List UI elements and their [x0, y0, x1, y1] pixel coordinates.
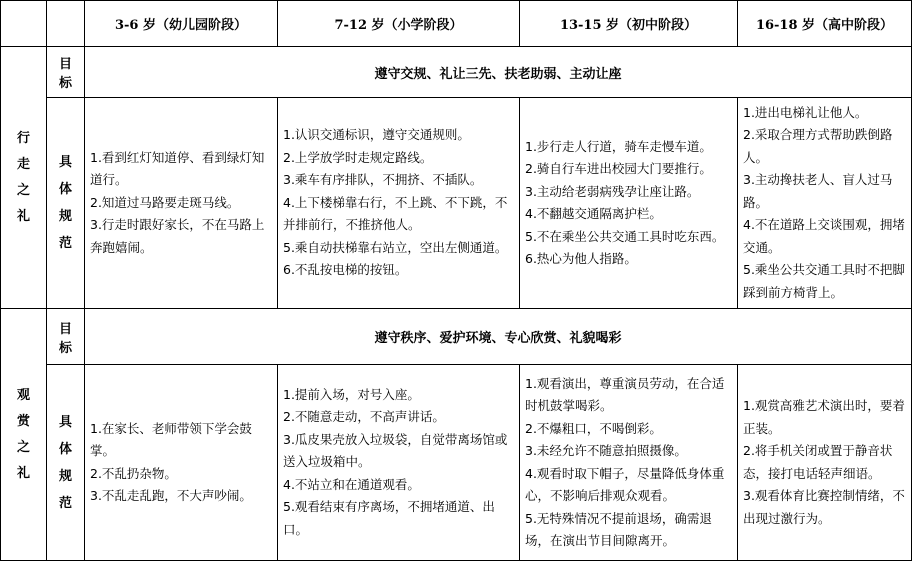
goal-label [47, 309, 85, 365]
norm-item: 4.上下楼梯靠右行，不上跳、不下跳，不并排前行，不推挤他人。 [283, 194, 508, 233]
norm-item: 1.步行走人行道，骑车走慢车道。 [525, 138, 712, 154]
norm-item: 1.进出电梯礼让他人。 [743, 104, 868, 120]
label-char: 目 [58, 57, 72, 72]
norm-item: 5.乘坐公共交通工具时不把脚踩到前方椅背上。 [743, 262, 905, 300]
norm-item: 1.认识交通标识，遵守交通规则。 [283, 127, 470, 143]
label-char: 范 [58, 236, 72, 251]
norm-item: 2.不乱扔杂物。 [90, 465, 177, 481]
norm-item: 3.未经允许不随意拍照摄像。 [525, 443, 687, 458]
section-walking-norms-row [1, 98, 912, 309]
norm-item: 6.不乱按电梯的按钮。 [283, 262, 408, 278]
norm-item: 2.知道过马路要走斑马线。 [90, 194, 240, 210]
norm-item: 1.提前入场，对号入座。 [283, 386, 420, 402]
label-char: 观 [16, 387, 30, 403]
norm-item: 3.行走时跟好家长，不在马路上奔跑嬉闹。 [90, 217, 265, 255]
header-blank [47, 1, 85, 47]
section-viewing-goal-row [1, 309, 912, 365]
norm-item: 5.不在乘坐公共交通工具时吃东西。 [525, 228, 725, 244]
norms-cell [520, 365, 738, 561]
header-age-16-18: 16-18 岁（高中阶段） [738, 1, 912, 47]
norm-item: 3.主动给老弱病残孕让座让路。 [525, 183, 700, 199]
norm-item: 5.乘自动扶梯靠右站立，空出左侧通道。 [283, 239, 508, 255]
norm-item: 4.不站立和在通道观看。 [283, 476, 420, 492]
norms-cell [85, 98, 278, 309]
norms-cell [520, 98, 738, 309]
label-char: 行 [16, 130, 30, 146]
norm-item: 2.将手机关闭或置于静音状态，接打电话轻声细语。 [743, 443, 893, 481]
norm-item: 4.观看时取下帽子，尽量降低身体重心，不影响后排观众观看。 [525, 465, 725, 503]
label-char: 具 [58, 414, 72, 430]
norm-item: 4.不在道路上交谈围观，拥堵交通。 [743, 217, 905, 255]
goal-label [47, 47, 85, 98]
norms-cell [278, 365, 520, 561]
norm-item: 3.不乱走乱跑，不大声吵闹。 [90, 488, 252, 503]
norm-item: 1.观看演出，尊重演员劳动，在合适时机鼓掌喝彩。 [525, 375, 725, 413]
header-age-13-15: 13-15 岁（初中阶段） [520, 1, 738, 47]
norm-item: 6.热心为他人指路。 [525, 251, 637, 266]
label-char: 规 [58, 468, 72, 484]
label-char: 礼 [16, 208, 30, 224]
label-char: 之 [16, 439, 30, 455]
label-char: 标 [58, 340, 72, 356]
norm-item: 3.主动搀扶老人、盲人过马路。 [743, 172, 893, 210]
norms-label [47, 98, 85, 309]
norm-item: 3.瓜皮果壳放入垃圾袋，自觉带离场馆或送入垃圾箱中。 [283, 431, 508, 470]
norm-item: 2.采取合理方式帮助跌倒路人。 [743, 127, 893, 165]
norm-item: 2.骑自行车进出校园大门要推行。 [525, 161, 712, 176]
norm-item: 2.不爆粗口，不喝倒彩。 [525, 420, 662, 436]
norms-cell [738, 98, 912, 309]
label-char: 礼 [16, 465, 30, 481]
label-char: 目 [58, 321, 72, 337]
header-blank [1, 1, 47, 47]
section-walking-goal-row [1, 47, 912, 98]
label-char: 具 [58, 155, 72, 170]
norm-item: 1.观赏高雅艺术演出时，要着正装。 [743, 398, 905, 436]
norms-label [47, 365, 85, 561]
norm-item: 1.看到红灯知道停、看到绿灯知道行。 [90, 149, 265, 188]
label-char: 走 [16, 156, 30, 172]
section-viewing-goal: 遵守秩序、爱护环境、专心欣赏、礼貌喝彩 [85, 309, 912, 365]
label-char: 赏 [16, 413, 30, 429]
label-char: 体 [58, 182, 72, 197]
label-char: 体 [58, 441, 72, 457]
label-char: 规 [58, 209, 72, 224]
header-age-3-6: 3-6 岁（幼儿园阶段） [85, 1, 278, 47]
header-age-7-12: 7-12 岁（小学阶段） [278, 1, 520, 47]
norm-item: 3.观看体育比赛控制情绪，不出现过激行为。 [743, 488, 905, 526]
norm-item: 5.观看结束有序离场，不拥堵通道、出口。 [283, 499, 495, 537]
norm-item: 5.无特殊情况不提前退场，确需退场，在演出节目间隙离开。 [525, 510, 712, 548]
label-char: 范 [58, 495, 72, 511]
section-walking-goal: 遵守交规、礼让三先、扶老助弱、主动让座 [85, 47, 912, 98]
label-char: 标 [58, 76, 72, 91]
norm-item: 1.在家长、老师带领下学会鼓掌。 [90, 420, 252, 458]
header-row [1, 1, 912, 47]
norms-cell [85, 365, 278, 561]
norm-item: 2.不随意走动，不高声讲话。 [283, 409, 445, 425]
norm-item: 4.不翻越交通隔离护栏。 [525, 206, 662, 221]
norms-cell [278, 98, 520, 309]
norm-item: 3.乘车有序排队，不拥挤、不插队。 [283, 172, 483, 188]
norm-item: 2.上学放学时走规定路线。 [283, 149, 433, 165]
section-walking-name [1, 47, 47, 309]
norms-cell [738, 365, 912, 561]
label-char: 之 [16, 182, 30, 198]
section-viewing-name [1, 309, 47, 561]
section-viewing-norms-row [1, 365, 912, 561]
